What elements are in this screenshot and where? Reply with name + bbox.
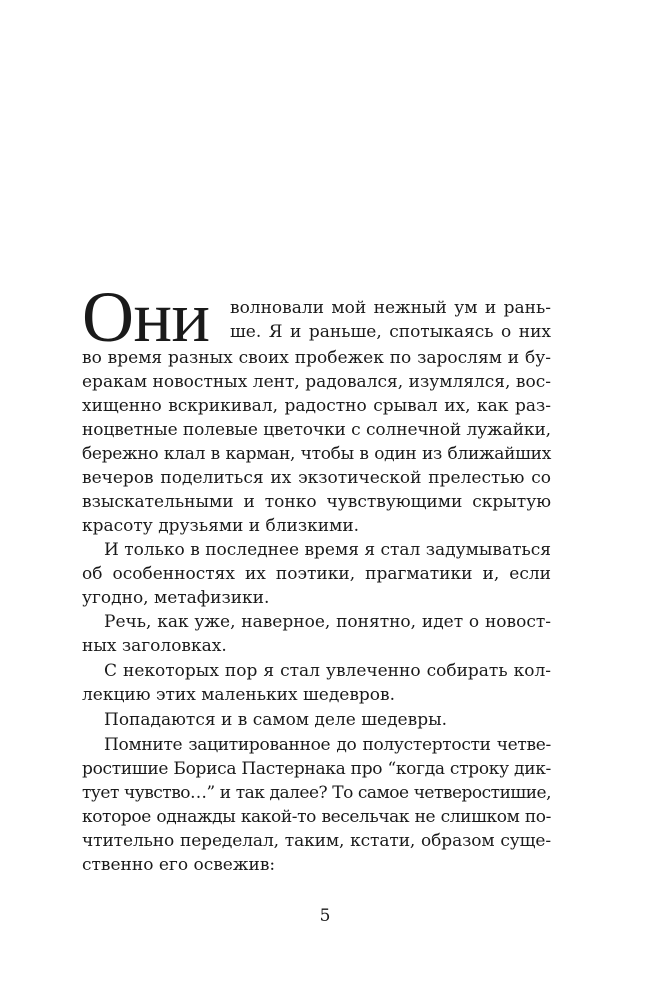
page-number: 5 <box>319 906 331 926</box>
text-line: угодно, метафизики. <box>82 588 270 608</box>
text-line: Попадаются и в самом деле шедевры. <box>104 710 448 730</box>
text-line: во время разных своих пробежек по зарослям и бу- <box>82 348 551 368</box>
text-line: об особенностях их поэтики, прагматики и, если <box>82 564 551 584</box>
text-line: хищенно вскрикивал, радостно срывал их, как раз- <box>82 396 551 416</box>
text-line: Помните зацитированное до полустертости четве- <box>104 735 551 755</box>
text-line: ростишие Бориса Пастернака про “когда строку дик- <box>82 759 551 779</box>
text-line: вечеров поделиться их экзотической прелестью со <box>82 468 551 488</box>
text-line: С некоторых пор я стал увлеченно собирать кол- <box>104 661 551 681</box>
text-line: И только в последнее время я стал задумываться <box>104 540 551 560</box>
text-line: ше. Я и раньше, спотыкаясь о них <box>230 322 551 342</box>
text-line: тует чувство…” и так далее? То самое четверостишие, <box>82 783 551 803</box>
text-line: ственно его освежив: <box>82 855 276 875</box>
text-line: бережно клал в карман, чтобы в один из ближайших <box>82 444 551 464</box>
text-line: взыскательными и тонко чувствующими скрытую <box>82 492 551 512</box>
paragraph-1 <box>82 346 551 538</box>
text-line: волновали мой нежный ум и рань- <box>230 298 551 318</box>
text-line: ноцветные полевые цветочки с солнечной лужайки, <box>82 420 551 440</box>
text-line: красоту друзьями и близкими. <box>82 516 360 536</box>
paragraph-5 <box>82 708 551 732</box>
text-line: чтительно переделал, таким, кстати, образом суще- <box>82 831 551 851</box>
paragraph-4 <box>82 659 551 707</box>
paragraph-6 <box>82 733 551 877</box>
drop-cap: Они <box>82 277 210 357</box>
text-line: еракам новостных лент, радовался, изумлялся, вос- <box>82 372 551 392</box>
text-line: Речь, как уже, наверное, понятно, идет о новост- <box>104 612 551 632</box>
text-line: которое однажды какой-то весельчак не слишком по- <box>82 807 551 827</box>
text-line: ных заголовках. <box>82 636 227 656</box>
paragraph-3 <box>82 610 551 658</box>
text-line: лекцию этих маленьких шедевров. <box>82 685 396 705</box>
paragraph-2 <box>82 538 551 610</box>
paragraph-1-beside-cap <box>230 296 551 344</box>
